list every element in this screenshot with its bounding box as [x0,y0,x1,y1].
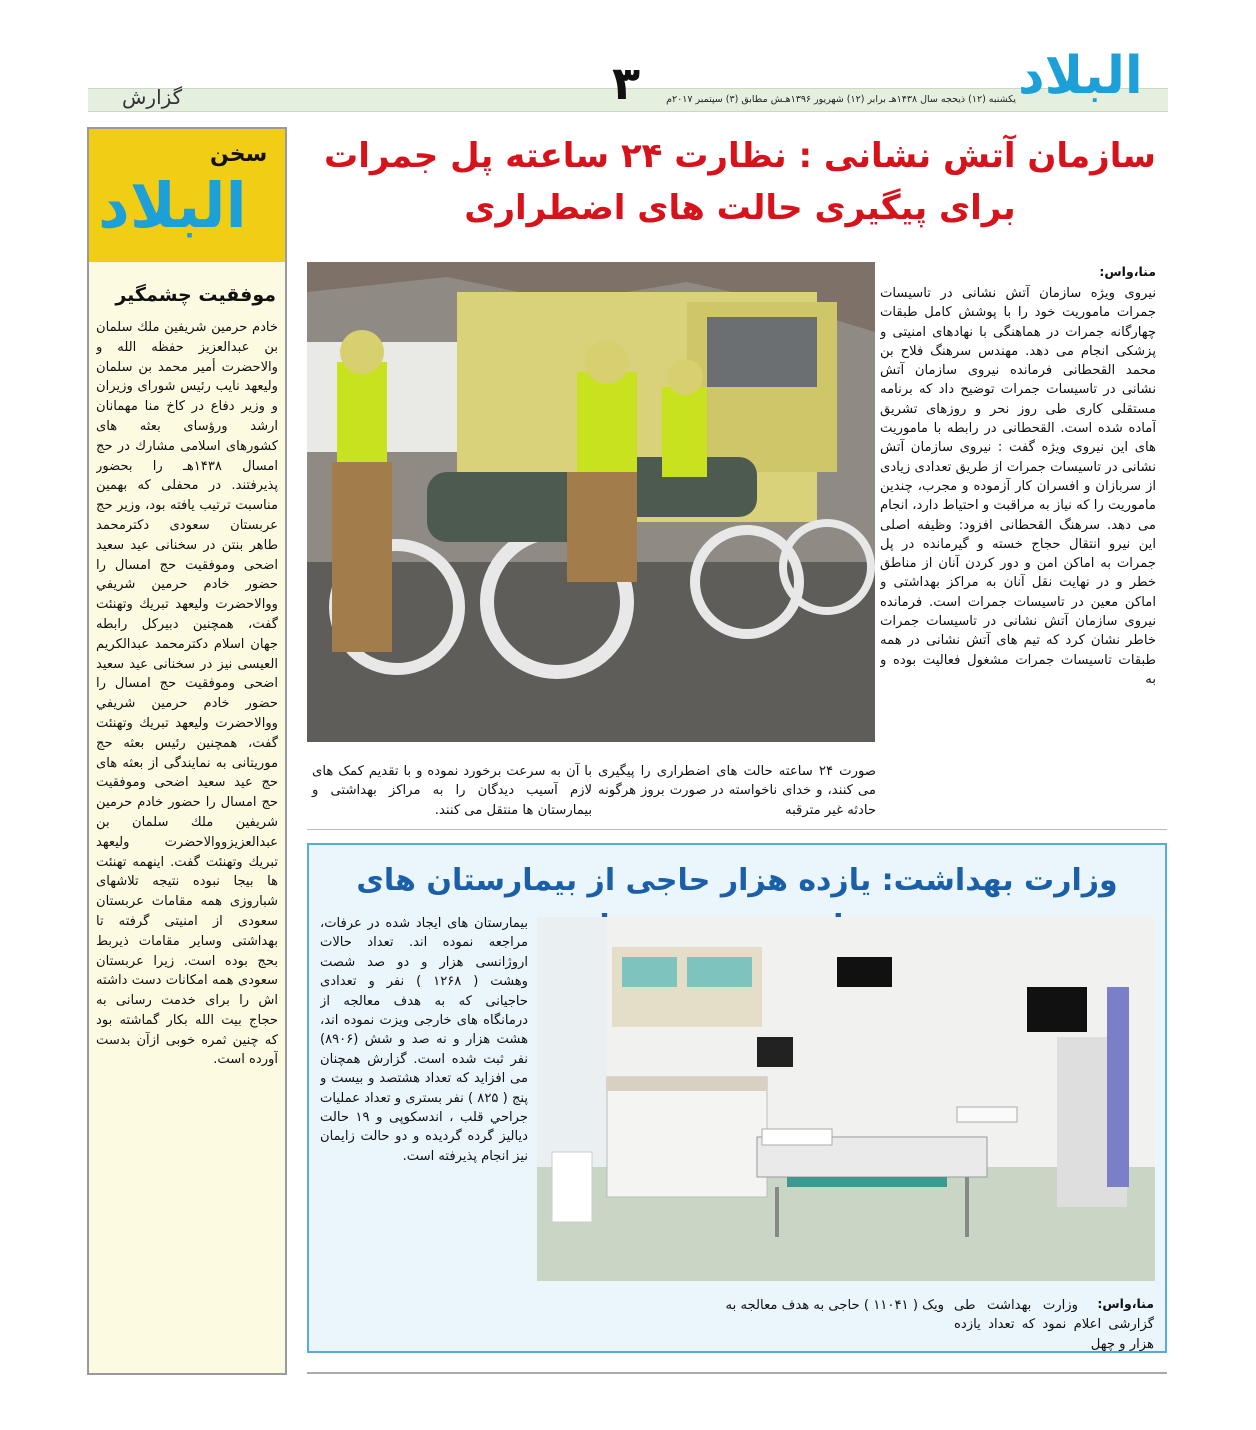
main-body-column-1: نیروی ویژه سازمان آتش نشانی در تاسیسات جمرات ماموریت خود را با پوشش کامل طبقات چهارگانه جمرات در هماهنگی با نهادهای امنیتی و پزشکی انجام می دهد. مهندس سرهنگ فلاح بن محمد القحطانی فرمانده نیروی سازمان آتش نشانی در تاسیسات جمرات توضیح داد که برنامه مستقلی کاری طی روز نحر و روزهای تشریق آماده شده است. القحطانی در رابطه با ماموریت های این نیروی ویژه گفت : نیروی سازمان آتش نشانی در تاسیسات جمرات از طریق تعدادی زیادی از سربازان و افسران کار آزموده و مجرب، چندین ماموریت را که نیاز به مراقبت و احتیاط دارد، انجام می دهد. سرهنگ القحطانی افزود: وظیفه اصلی این نیرو انتقال حجاج خسته و گیرمانده در پل جمرات به اماکن امن و دور کردن آنان از مناطق خطر و در نهایت نقل آنان به مراکز بهداشتی و اماکن معین در تاسیسات جمرات است. فرمانده نیروی سازمان آتش نشانی در تاسیسات جمرات خاطر نشان کرد که تیم های آتش نشانی در همه طبقات تاسیسات جمرات مشغول فعالیت بوده و به [880,286,1156,687]
editorial-body: خادم حرمین شریفین ملك سلمان بن عبدالعزیز حفظه الله و والاحضرت أمیر محمد بن سلمان ولیعهد نایب رئیس شورای وزیران و وزیر دفاع در کاخ منا مهمانان ارشد ورؤسای بعثه های کشورهای اسلامی مشارك در حج امسال ۱۴۳۸هـ را بحضور پذیرفتند. در محفلی که بهمین مناسبت ترتیب یافته بود، وزیر حج عربستان سعودی دکترمحمد طاهر بنتن در سخنانی عید سعید اضحی وموفقیت حج امسال را حضور خادم حرمین شریفي ووالاحضرت ولیعهد تبریك وتهنئت گفت، همچنین دبیرکل رابطه جهان اسلام دکترمحمد عبدالکریم العیسی نیز در سخنانی عید سعید اضحی وموفقیت حج امسال را حضور خادم حرمین شریفي ووالاحضرت ولیعهد تبریك وتهنئت گفت، همچنین رئیس بعثه حج موریتانی به نمایندگی از بعثه های حج عید سعید اضحی وموفقیت حج امسال را حضور خادم حرمین شریفین ملك سلمان بن عبدالعزیزووالاحضرت ولیعهد تبریك وتهنئت گفت. اینهمه تهنئت ها بیجا نبوده نتیجه تلاشهای شباروزی همه مقامات عربستان سعودی از امنیتی گرفته تا بهداشتی وسایر مقامات ذیربط بحج بوده است. زیرا عربستان سعودی همه امکانات دست داشته اش را برای خدمت رسانی به حجاج بیت الله بکار گماشته بود که چنین ثمره خوبی ازآن بدست آورده است. [96,320,278,1068]
health-source: منا،واس: [1097,1296,1154,1311]
main-body-column-2: صورت ۲۴ ساعته حالت های اضطراری را پیگیری می کنند، و خدای ناخواسته در صورت بروز هرگونه حادثه غیر مترقبه [598,764,876,818]
health-photo-hospital-room [537,917,1155,1281]
section-label: گزارش [122,85,183,109]
main-source: منا،واس: [1099,264,1156,279]
divider [307,829,1167,830]
main-headline-line2: برای پیگیری حالت های اضطراری [464,188,1016,228]
issue-date: یکشنبه (۱۲) ذیحجه سال ۱۴۳۸هـ برابر (۱۲) شهریور ۱۳۹۶هـش مطابق (۳) سپتمبر ۲۰۱۷م [666,94,1016,105]
health-body-bottom-2: ویک ( ۱۱۰۴۱ ) حاجی به هدف معالجه به [725,1298,944,1313]
health-headline: وزارت بهداشت: یازده هزار حاجی از بیمارستان های [356,863,1118,898]
page-number: ۳ [612,56,641,110]
health-body-column: بیمارستان های ایجاد شده در عرفات، مراجعه نموده اند. تعداد حالات اروژانسی هزار و دو صد شصت وهشت ( ۱۲۶۸ ) نفر و تعدادی حاجیانی که به هدف معالجه از درمانگاه های خارجی ویزت نموده اند، هشت هزار و نه صد و شش (۸۹۰۶) نفر ثبت شده است. گزارش همچنان می افزاید که تعداد هشتصد و بیست و پنج ( ۸۲۵ ) نفر بستری و تعداد عملیات جراحي قلب ، اندسکوپی و ۱۹ حالت دیالیز گرده گردیده و دو حالت زایمان نیز انجام پذیرفته است. [320,916,528,1164]
main-headline-line1: سازمان آتش نشانی : نظارت ۲۴ ساعته پل جمرات [324,136,1156,176]
main-headline [320,130,1160,234]
bottom-divider [307,1372,1167,1374]
main-body-column-3: با آن به سرعت برخورد نموده و با تقدیم کمک های لازم آسیب دیدگان را به مراکز بهداشتی و بیمارستان ها منتقل می کنند. [312,764,592,818]
main-photo-firefighters-motorcycles [307,262,875,742]
editorial-kicker: سخن [210,142,268,167]
editorial-title: موفقیت چشمگیر [115,284,276,306]
health-body-bottom-1: وزارت بهداشت طی گزارشی اعلام نمود که تعداد یازده هزار و چهل [954,1298,1154,1352]
brand-logo: البلاد [1018,46,1143,106]
editorial-logo: البلاد [98,169,247,242]
